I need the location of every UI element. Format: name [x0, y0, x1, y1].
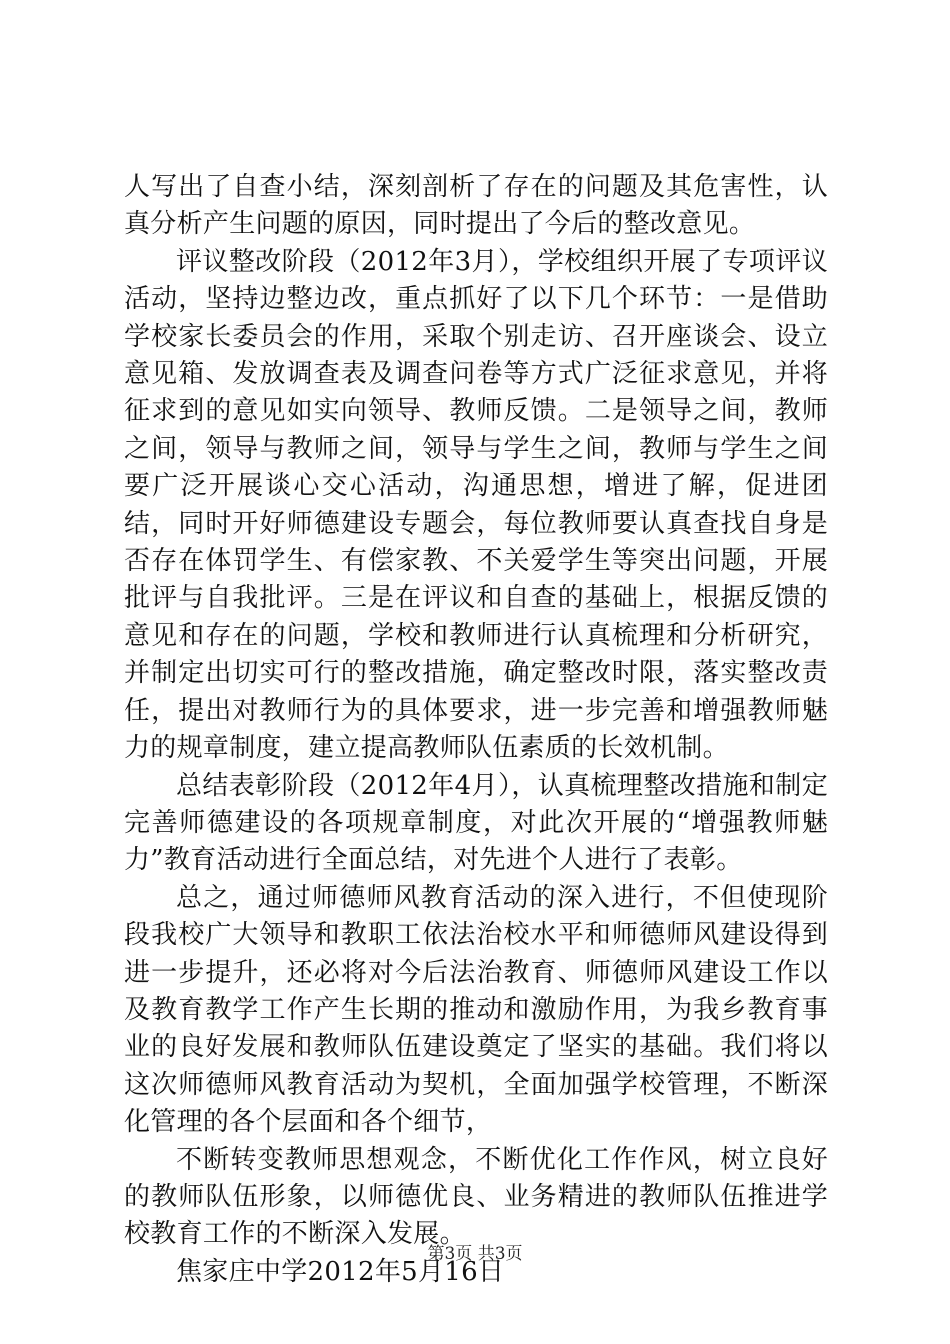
paragraph-conclusion: 总之，通过师德师风教育活动的深入进行，不但使现阶段我校广大领导和教职工依法治校水平和师德师风建设得到进一步提升，还必将对今后法治教育、师德师风建设工作以及教育教学工作产生长期的推动和激励作用，为我乡教育事业的良好发展和教师队伍建设奠定了坚实的基础。我们将以这次师德师风教育活动为契机，全面加强学校管理，不断深化管理的各个层面和各个细节， — [124, 882, 828, 1138]
paragraph-review-rectification: 评议整改阶段（2012年3月），学校组织开展了专项评议活动，坚持边整边改，重点抓好了以下几个环节：一是借助学校家长委员会的作用，采取个别走访、召开座谈会、设立意见箱、发放调查表及调查问卷等方式广泛征求意见，并将征求到的意见如实向领导、教师反馈。二是领导之间，教师之间，领导与教师之间，领导与学生之间，教师与学生之间要广泛开展谈心交心活动，沟通思想，增进了解，促进团结，同时开好师德建设专题会，每位教师要认真查找自身是否存在体罚学生、有偿家教、不关爱学生等突出问题，开展批评与自我批评。三是在评议和自查的基础上，根据反馈的意见和存在的问题，学校和教师进行认真梳理和分析研究，并制定出切实可行的整改措施，确定整改时限，落实整改责任，提出对教师行为的具体要求，进一步完善和增强教师魅力的规章制度，建立提高教师队伍素质的长效机制。 — [124, 246, 828, 764]
signature-date: 焦家庄中学2012年5月16日 — [176, 1256, 505, 1287]
paragraph-self-check-summary: 人写出了自查小结，深刻剖析了存在的问题及其危害性，认真分析产生问题的原因，同时提出了今后的整改意见。 — [124, 172, 828, 240]
paragraph-closing: 不断转变教师思想观念，不断优化工作作风，树立良好的教师队伍形象，以师德优良、业务精进的教师队伍推进学校教育工作的不断深入发展。 — [124, 1144, 828, 1250]
page-footer — [0, 1243, 950, 1265]
document-body — [124, 169, 828, 1291]
page-number: 第3页 共3页 — [427, 1244, 523, 1264]
paragraph-summary-commendation: 总结表彰阶段（2012年4月），认真梳理整改措施和制定完善师德建设的各项规章制度，对此次开展的“增强教师魅力”教育活动进行全面总结，对先进个人进行了表彰。 — [124, 770, 828, 876]
